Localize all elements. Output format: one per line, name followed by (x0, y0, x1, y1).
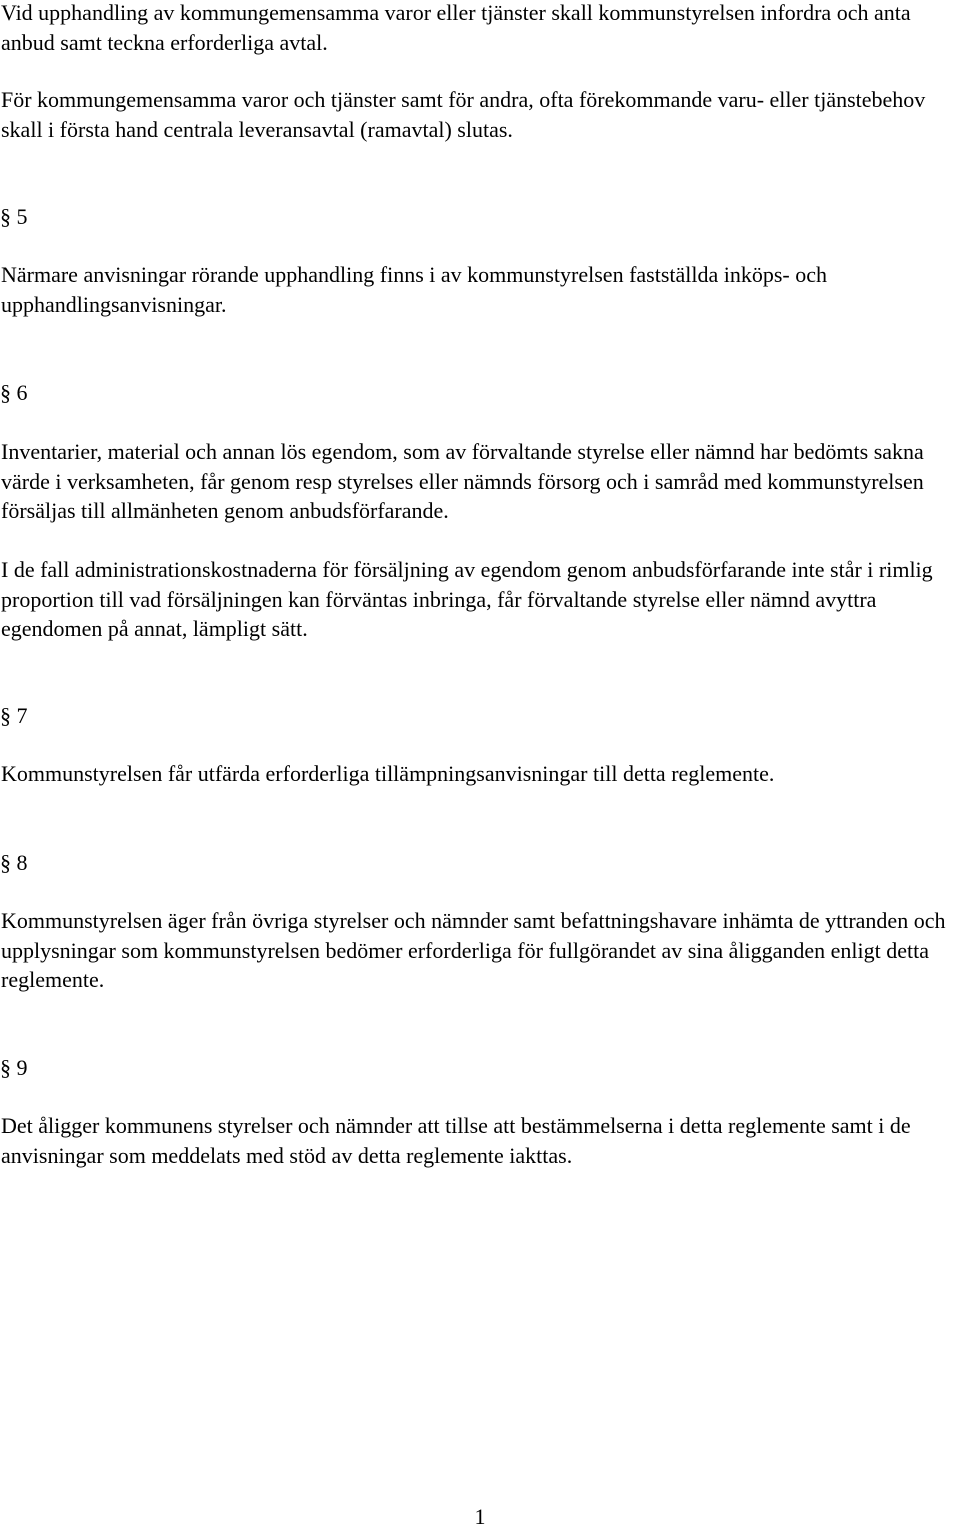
section-heading-6: § 6 (0, 380, 28, 405)
section-7-paragraph-1: Kommunstyrelsen får utfärda erforderliga tillämpningsanvisningar till detta reglemente. (1, 761, 775, 786)
section-heading-7: § 7 (0, 703, 28, 728)
section-6-paragraph-1: Inventarier, material och annan lös egendom, som av förvaltande styrelse eller nämnd har bedömts sakna värde i verksamheten, får genom resp styrelses eller nämnds försorg och i samråd med kommunstyrelsen försäljas till allmänheten genom anbudsförfarande. (1, 439, 924, 523)
section-5-paragraph-1: Närmare anvisningar rörande upphandling finns i av kommunstyrelsen fastställda inköps- och upphandlingsanvisningar. (1, 262, 828, 317)
section-heading-5: § 5 (0, 204, 28, 229)
section-9-paragraph-1: Det åligger kommunens styrelser och nämnder att tillse att bestämmelserna i detta reglemente samt i de anvisningar som meddelats med stöd av detta reglemente iakttas. (1, 1113, 911, 1168)
page-number: 1 (474, 1504, 486, 1529)
section-8-paragraph-1: Kommunstyrelsen äger från övriga styrelser och nämnder samt befattningshavare inhämta de yttranden och upplysningar som kommunstyrelsen bedömer erforderliga för fullgörandet av sina åligganden enligt detta reglemente. (1, 908, 946, 992)
intro-paragraph-2: För kommungemensamma varor och tjänster samt för andra, ofta förekommande varu- eller tjänstebehov skall i första hand centrala leveransavtal (ramavtal) slutas. (1, 87, 926, 142)
section-6-paragraph-2: I de fall administrationskostnaderna för försäljning av egendom genom anbudsförfarande inte står i rimlig proportion till vad försäljningen kan förväntas inbringa, får förvaltande styrelse eller nämnd avyttra egendomen på annat, lämpligt sätt. (1, 557, 933, 641)
intro-paragraph-1: Vid upphandling av kommungemensamma varor eller tjänster skall kommunstyrelsen infordra och anta anbud samt teckna erforderliga avtal. (1, 0, 911, 55)
section-heading-9: § 9 (0, 1055, 28, 1080)
section-heading-8: § 8 (0, 850, 28, 875)
